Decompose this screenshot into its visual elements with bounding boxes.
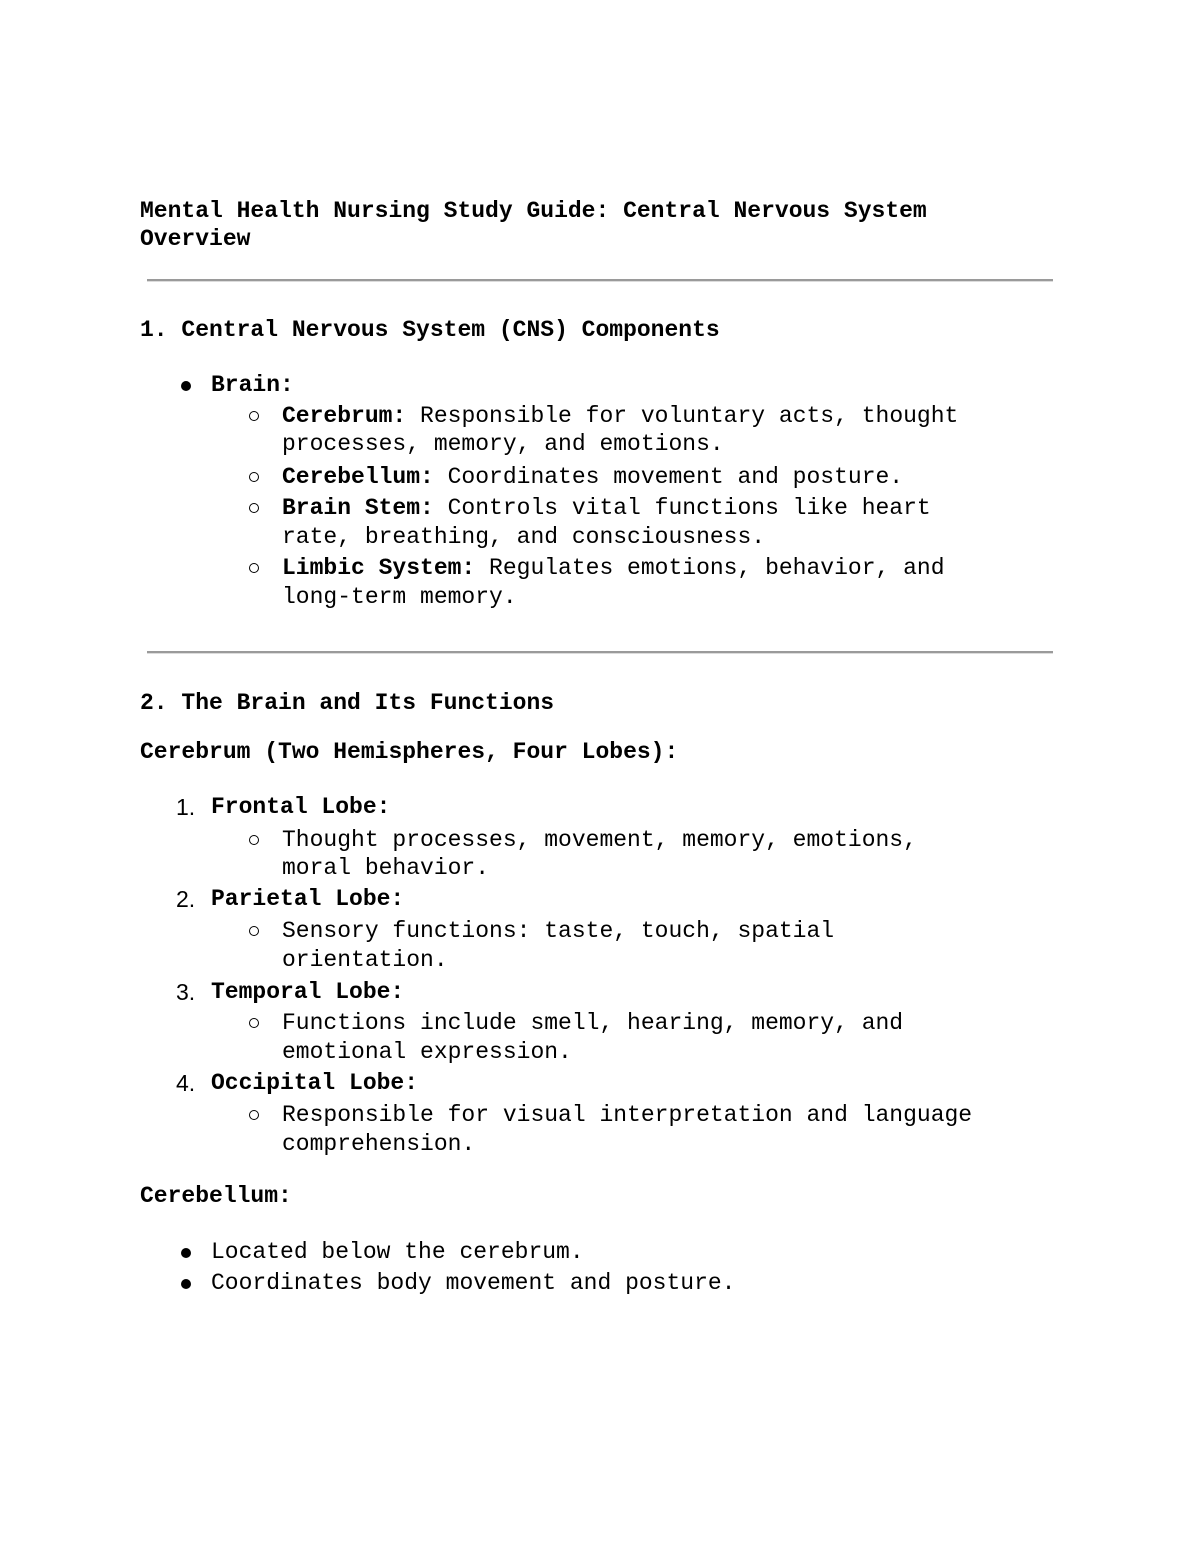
list-item: Located below the cerebrum.	[211, 1239, 584, 1265]
cerebellum-heading: Cerebellum:	[140, 1183, 292, 1209]
bullet-icon	[181, 381, 191, 391]
title-line-1: Mental Health Nursing Study Guide: Central Nervous System	[140, 198, 927, 224]
hollow-bullet-icon	[249, 411, 259, 421]
item-text-continued: processes, memory, and emotions.	[282, 431, 724, 457]
item-text-continued: rate, breathing, and consciousness.	[282, 524, 766, 550]
item-text: Responsible for voluntary acts, thought	[406, 403, 959, 429]
cerebrum-heading: Cerebrum (Two Hemispheres, Four Lobes):	[140, 739, 679, 765]
hollow-bullet-icon	[249, 503, 259, 513]
hollow-bullet-icon	[249, 1018, 259, 1028]
item-term: Limbic System:	[282, 555, 476, 581]
lobe-name: Frontal Lobe:	[211, 794, 391, 820]
list-item	[282, 402, 958, 431]
list-number: 1.	[176, 794, 196, 820]
list-number: 3.	[176, 979, 196, 1005]
lobe-name: Temporal Lobe:	[211, 979, 405, 1005]
lobe-description-continued: comprehension.	[282, 1131, 476, 1157]
item-text: Regulates emotions, behavior, and	[475, 555, 945, 581]
lobe-description-continued: emotional expression.	[282, 1039, 572, 1065]
list-item	[282, 463, 903, 492]
hollow-bullet-icon	[249, 563, 259, 573]
lobe-description-continued: orientation.	[282, 947, 448, 973]
hollow-bullet-icon	[249, 1110, 259, 1120]
lobe-description: Responsible for visual interpretation and language	[282, 1102, 973, 1128]
bullet-icon	[181, 1248, 191, 1258]
list-number: 4.	[176, 1070, 196, 1096]
brain-label: Brain:	[211, 372, 294, 398]
hollow-bullet-icon	[249, 472, 259, 482]
lobe-description: Functions include smell, hearing, memory, and	[282, 1010, 904, 1036]
document-title	[140, 197, 1040, 253]
item-text: Coordinates movement and posture.	[433, 464, 904, 490]
list-number: 2.	[176, 886, 196, 912]
horizontal-rule	[147, 651, 1053, 654]
list-item	[282, 554, 945, 583]
item-term: Cerebellum:	[282, 464, 434, 490]
list-item: Coordinates body movement and posture.	[211, 1270, 736, 1296]
bullet-icon	[181, 1279, 191, 1289]
item-term: Brain Stem:	[282, 495, 434, 521]
hollow-bullet-icon	[249, 926, 259, 936]
section-1-heading: 1. Central Nervous System (CNS) Components	[140, 317, 720, 343]
item-text-continued: long-term memory.	[282, 584, 517, 610]
title-line-2: Overview	[140, 226, 251, 252]
section-2-heading: 2. The Brain and Its Functions	[140, 690, 555, 716]
item-text: Controls vital functions like heart	[433, 495, 931, 521]
lobe-name: Occipital Lobe:	[211, 1070, 419, 1096]
list-item	[282, 494, 931, 523]
lobe-name: Parietal Lobe:	[211, 886, 405, 912]
item-term: Cerebrum:	[282, 403, 407, 429]
lobe-description: Sensory functions: taste, touch, spatial	[282, 918, 835, 944]
lobe-description-continued: moral behavior.	[282, 855, 490, 881]
lobe-description: Thought processes, movement, memory, emotions,	[282, 827, 917, 853]
horizontal-rule	[147, 279, 1053, 282]
hollow-bullet-icon	[249, 835, 259, 845]
